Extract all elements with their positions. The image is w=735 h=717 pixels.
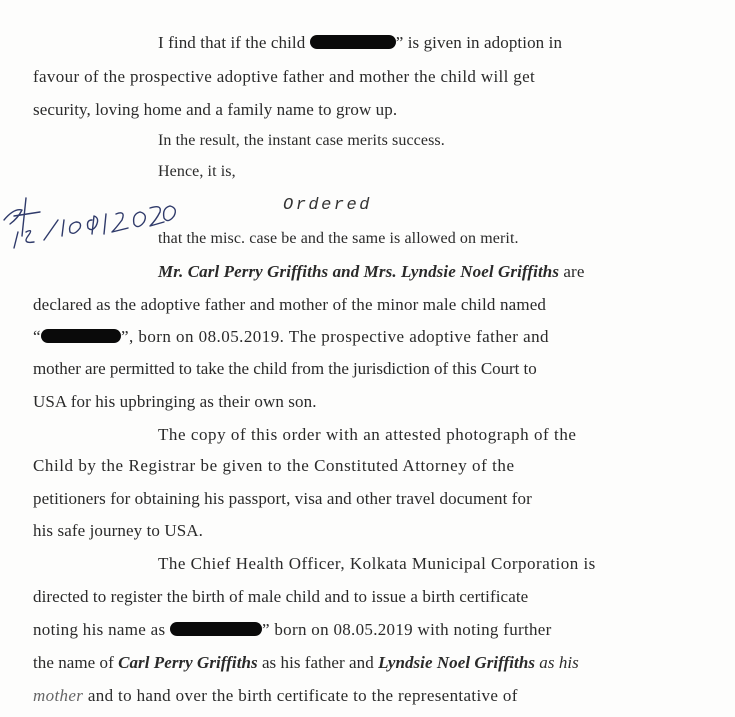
para3-line1: The copy of this order with an attested photograph of the bbox=[158, 425, 577, 444]
para4-line5-end: and to hand over the birth certificate to the representative of bbox=[83, 686, 518, 705]
para4-line5 bbox=[33, 686, 518, 706]
para1-line1 bbox=[158, 33, 562, 53]
para3-line4: his safe journey to USA. bbox=[33, 521, 204, 540]
para2-line3-quote: “ bbox=[33, 327, 41, 346]
para3-line3: petitioners for obtaining his passport, visa and other travel document for bbox=[33, 489, 532, 508]
para4-line1: The Chief Health Officer, Kolkata Municipal Corporation is bbox=[158, 554, 596, 573]
hence-line: Hence, it is, bbox=[158, 163, 236, 180]
para4-line3-start: noting his name as bbox=[33, 620, 166, 639]
para4-line4-start: the name of bbox=[33, 653, 114, 672]
allowed-line: that the misc. case be and the same is allowed on merit. bbox=[158, 230, 519, 247]
para2-line3 bbox=[33, 327, 549, 347]
para4-line4-end: as his bbox=[535, 653, 579, 672]
para2-line3-end: ”, born on 08.05.2019. The prospective adoptive father and bbox=[121, 327, 550, 346]
para1-line2: favour of the prospective adoptive father and mother the child will get bbox=[33, 67, 536, 86]
adoptive-parents-names: Mr. Carl Perry Griffiths and Mrs. Lyndsie Noel Griffiths bbox=[158, 262, 560, 281]
redacted-child-name-3 bbox=[170, 622, 262, 636]
mother-name: Lyndsie Noel Griffiths bbox=[378, 653, 535, 672]
ordered-heading: Ordered bbox=[283, 196, 372, 215]
para4-line4 bbox=[33, 653, 579, 673]
para2-line4: mother are permitted to take the child from the jurisdiction of this Court to bbox=[33, 359, 537, 378]
para1-line1-start: I find that if the child bbox=[158, 33, 306, 52]
para4-line3-end: ” born on 08.05.2019 with noting further bbox=[261, 620, 552, 639]
redacted-child-name-2 bbox=[41, 329, 121, 343]
para2-line5: USA for his upbringing as their own son. bbox=[33, 392, 317, 411]
para2-line2: declared as the adoptive father and mother of the minor male child named bbox=[33, 295, 547, 314]
father-name: Carl Perry Griffiths bbox=[118, 653, 258, 672]
para3-line2: Child by the Registrar be given to the Constituted Attorney of the bbox=[33, 456, 515, 475]
result-line: In the result, the instant case merits success. bbox=[158, 132, 445, 149]
para1-line1-end: ” is given in adoption in bbox=[395, 33, 563, 52]
para2-line1-end: are bbox=[559, 262, 585, 281]
redacted-child-name bbox=[310, 35, 396, 49]
para1-line3: security, loving home and a family name to grow up. bbox=[33, 100, 398, 119]
handwritten-date-annotation bbox=[0, 190, 180, 260]
para4-line3 bbox=[33, 620, 552, 640]
para2-line1 bbox=[158, 262, 584, 282]
para4-line4-mid: as his father and bbox=[257, 653, 374, 672]
para4-line5-mother: mother bbox=[33, 686, 84, 705]
para4-line2: directed to register the birth of male child and to issue a birth certificate bbox=[33, 587, 529, 606]
